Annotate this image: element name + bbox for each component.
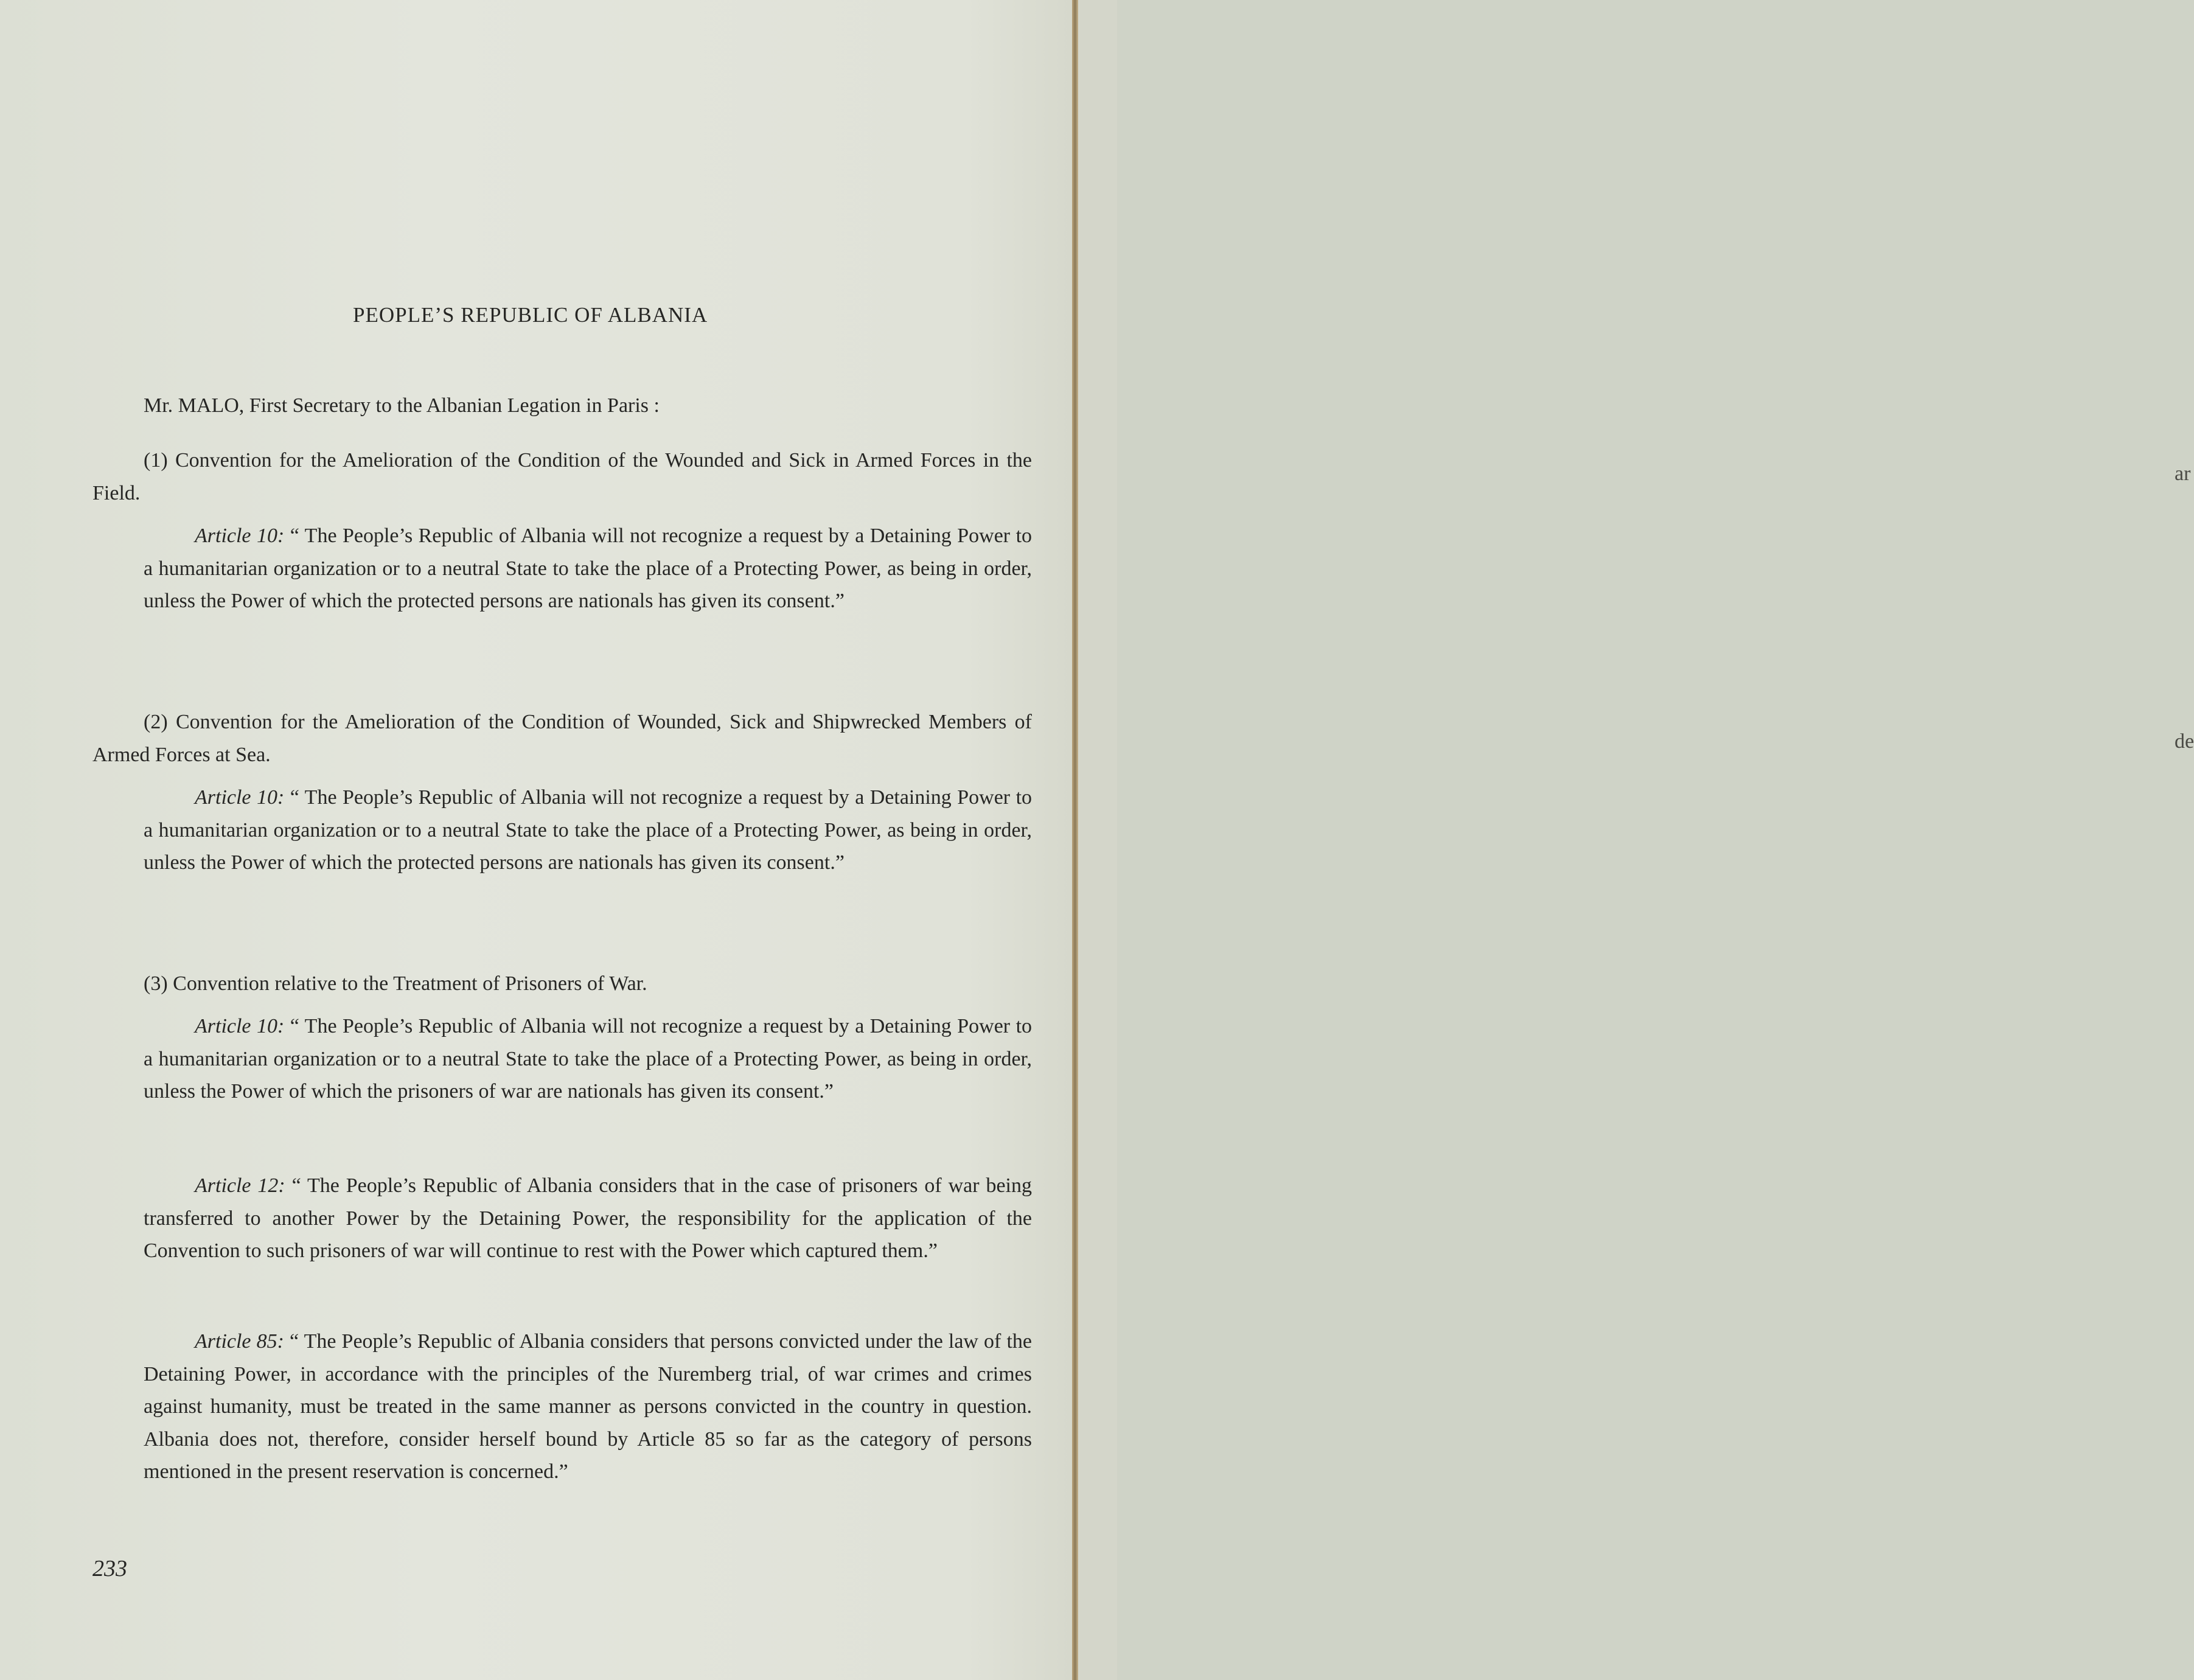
article-label: Article 10: (195, 1015, 285, 1037)
article-label: Article 85: (195, 1330, 284, 1353)
article-paragraph (92, 1010, 1032, 1108)
article-paragraph (92, 520, 1032, 618)
article-label: Article 10: (195, 525, 285, 547)
next-page-fragment: de (2175, 730, 2194, 753)
section-1-number: (1) (144, 449, 168, 472)
intro-text: Mr. MALO, First Secretary to the Albanian Legation in Paris : (144, 394, 660, 417)
article-text: “ The People’s Republic of Albania considers that in the case of prisoners of war being transferred to another Power by the Detaining Power, the responsibility for the application of the Convention to such prisoners of war will continue to rest with the Power which captured them.” (144, 1174, 1032, 1262)
next-page-edge (1078, 0, 2194, 1680)
intro-paragraph (144, 389, 1032, 422)
next-page-fragment: ar (2175, 462, 2191, 485)
article-paragraph (92, 1169, 1032, 1267)
section-3-article-85 (144, 1325, 1032, 1488)
section-2 (92, 706, 1032, 771)
article-label: Article 12: (195, 1174, 285, 1197)
section-3-text: Convention relative to the Treatment of Prisoners of War. (173, 972, 647, 995)
page-heading: PEOPLE’S REPUBLIC OF ALBANIA (353, 303, 708, 327)
article-text: “ The People’s Republic of Albania will not recognize a request by a Detaining Power to a humanitarian organization or to a neutral State to take the place of a Protecting Power, as being in order, unless the Power of which the prisoners of war are nationals has given its consent.” (144, 1015, 1033, 1103)
section-3-article-10 (144, 1010, 1032, 1108)
article-text: “ The People’s Republic of Albania will not recognize a request by a Detaining Power to a humanitarian organization or to a neutral State to take the place of a Protecting Power, as being in order, unless the Power of which the protected persons are nationals has given its consent.” (144, 525, 1033, 612)
section-3 (92, 967, 1032, 1000)
section-3-article-12 (144, 1169, 1032, 1267)
section-2-text: Convention for the Amelioration of the Condition of Wounded, Sick and Shipwrecked Members of Armed Forces at Sea. (92, 711, 1033, 766)
page-number: 233 (92, 1556, 127, 1581)
section-1-text: Convention for the Amelioration of the Condition of the Wounded and Sick in Armed Forces in the Field. (92, 449, 1033, 504)
section-3-paragraph (92, 967, 1032, 1000)
section-2-paragraph (92, 706, 1032, 771)
article-text: “ The People’s Republic of Albania considers that persons convicted under the law of the Detaining Power, in accordance with the principles of the Nuremberg trial, of war crimes and crimes against humanity, must be treated in the same manner as persons convicted in the country in question. Albania does not, therefore, consider herself bound by Article 85 so far as the category of persons mentioned in the present reservation is concerned.” (144, 1330, 1033, 1483)
section-1 (92, 444, 1032, 509)
article-paragraph (92, 781, 1032, 879)
article-label: Article 10: (195, 786, 285, 809)
section-2-article-10 (144, 781, 1032, 879)
book-spine (1072, 0, 1078, 1680)
document-page (0, 0, 1072, 1680)
article-paragraph (92, 1325, 1032, 1488)
section-1-article-10 (144, 520, 1032, 618)
section-3-number: (3) (144, 972, 168, 995)
section-2-number: (2) (144, 711, 168, 733)
article-text: “ The People’s Republic of Albania will not recognize a request by a Detaining Power to a humanitarian organization or to a neutral State to take the place of a Protecting Power, as being in order, unless the Power of which the protected persons are nationals has given its consent.” (144, 786, 1033, 874)
section-1-paragraph (92, 444, 1032, 509)
